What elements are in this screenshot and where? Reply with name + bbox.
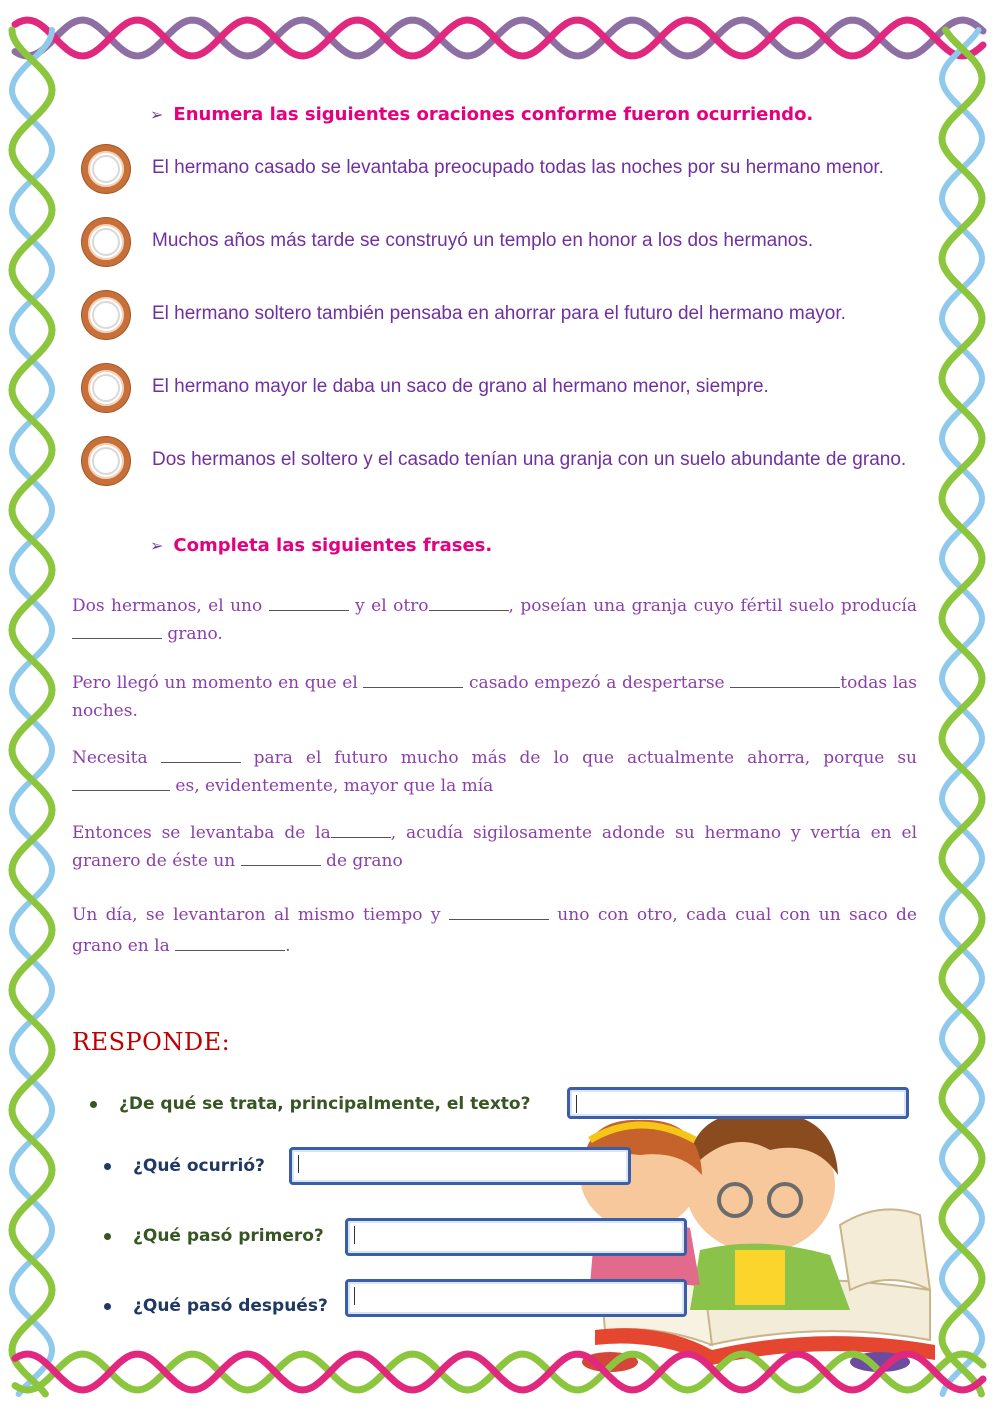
blank-input[interactable] [241, 847, 321, 866]
question-text: ¿Qué pasó primero? [133, 1226, 324, 1246]
arrow-bullet-icon: ➢ [150, 536, 164, 555]
order-item-text: El hermano mayor le daba un saco de grano al hermano menor, siempre. [152, 376, 769, 397]
sentence-text: , acudía sigilosamente adonde su hermano y vertía en el granero de éste un [72, 823, 918, 871]
order-item-text: El hermano soltero también pensaba en ahorrar para el futuro del hermano mayor. [152, 303, 846, 324]
fill-sentence [72, 900, 917, 962]
heading-text: Enumera las siguientes oraciones conforme fueron ocurriendo. [173, 104, 814, 125]
sentence-text: y el otro [348, 596, 429, 616]
sentence-text: de grano [320, 851, 403, 871]
responde-title: RESPONDE: [72, 1028, 231, 1056]
sentence-text: , poseían una granja cuyo fértil suelo producía [508, 596, 917, 616]
section-heading-enumera [150, 104, 813, 125]
sentence-text: grano. [162, 624, 223, 644]
sentence-text: es, evidentemente, mayor que la mía [170, 776, 494, 796]
blank-input[interactable] [449, 901, 549, 920]
blank-input[interactable] [72, 620, 162, 639]
blank-input[interactable] [429, 592, 509, 611]
question-text: ¿De qué se trata, principalmente, el texto? [119, 1094, 531, 1114]
order-number-input[interactable] [82, 364, 130, 412]
question-text: ¿Qué ocurrió? [133, 1156, 265, 1176]
bullet-icon [104, 1233, 111, 1240]
sentence-text: todas las noches. [72, 673, 917, 721]
question-text: ¿Qué pasó después? [133, 1296, 328, 1316]
question [104, 1296, 328, 1316]
order-item-text: El hermano casado se levantaba preocupado todas las noches por su hermano menor. [152, 157, 884, 178]
sentence-text: Entonces se levantaba de la [72, 823, 331, 843]
blank-input[interactable] [72, 772, 170, 791]
sentence-text: uno con otro, cada cual con un saco de grano en la [72, 905, 917, 956]
answer-input-what-happened[interactable] [289, 1147, 631, 1185]
bullet-icon [90, 1101, 97, 1108]
order-item [82, 437, 962, 497]
answer-input-after[interactable] [345, 1279, 687, 1317]
order-item-text: Muchos años más tarde se construyó un templo en honor a los dos hermanos. [152, 230, 814, 251]
sentence-text: Necesita [72, 748, 161, 768]
sentence-text: Dos hermanos, el uno [72, 596, 269, 616]
sentence-text: Pero llegó un momento en que el [72, 673, 364, 693]
order-item-text: Dos hermanos el soltero y el casado tenían una granja con un suelo abundante de grano. [152, 449, 907, 470]
question [104, 1156, 265, 1176]
heading-text: Completa las siguientes frases. [173, 535, 493, 556]
section-heading-completa [150, 535, 492, 556]
blank-input[interactable] [363, 669, 463, 688]
sentence-text: casado empezó a despertarse [463, 673, 731, 693]
blank-input[interactable] [730, 669, 840, 688]
order-number-input[interactable] [82, 437, 130, 485]
blank-input[interactable] [175, 932, 285, 951]
answer-input-main-topic[interactable] [567, 1087, 909, 1119]
answer-input-first[interactable] [345, 1218, 687, 1256]
fill-sentence [72, 669, 917, 725]
question [104, 1226, 324, 1246]
fill-sentence [72, 592, 917, 648]
boy-shirt-inner [735, 1250, 785, 1305]
blank-input[interactable] [269, 592, 349, 611]
bullet-icon [104, 1163, 111, 1170]
sentence-text: Un día, se levantaron al mismo tiempo y [72, 905, 449, 925]
order-item [82, 291, 962, 351]
sentence-text: . [285, 936, 291, 956]
order-item [82, 145, 962, 205]
sentence-text: para el futuro mucho más de lo que actualmente ahorra, porque su [240, 748, 917, 768]
arrow-bullet-icon: ➢ [150, 105, 164, 124]
blank-input[interactable] [331, 819, 391, 838]
fill-sentence [72, 744, 917, 800]
blank-input[interactable] [161, 744, 241, 763]
order-item [82, 218, 962, 278]
paper-scroll [840, 1209, 930, 1290]
fill-sentence [72, 819, 917, 875]
order-number-input[interactable] [82, 145, 130, 193]
order-item [82, 364, 962, 424]
order-number-input[interactable] [82, 291, 130, 339]
bullet-icon [104, 1303, 111, 1310]
order-number-input[interactable] [82, 218, 130, 266]
question [90, 1094, 530, 1114]
